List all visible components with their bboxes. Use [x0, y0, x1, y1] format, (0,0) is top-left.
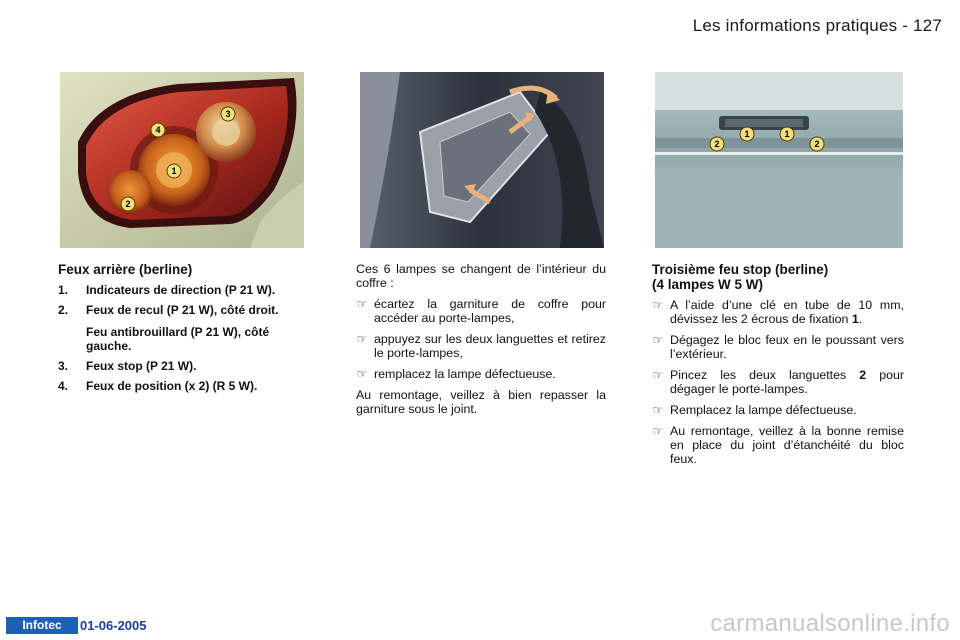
pointing-hand-icon: ☞ [652, 333, 664, 347]
callout-1-left: 1 [744, 129, 750, 139]
callout-4: 4 [155, 125, 161, 135]
list-item: ☞ Dégagez le bloc feux en le poussant vers l’extérieur. [652, 333, 904, 361]
callout-1: 1 [171, 166, 177, 176]
intro-text: Ces 6 lampes se changent de l’intérieur du coffre : [356, 262, 606, 290]
list-item: ☞ Au remontage, veillez à la bonne remise en place du joint d’étanchéité du bloc feux. [652, 424, 904, 466]
list-item: ☞ A l’aide d’une clé en tube de 10 mm, dévissez les 2 écrous de fixation 1. [652, 298, 904, 326]
outro-text: Au remontage, veillez à bien repasser la garniture sous le joint. [356, 388, 606, 416]
rear-lamp-figure [60, 72, 304, 248]
third-brake-light-figure [655, 72, 903, 248]
section-title-third-brake-light: Troisième feu stop (berline) (4 lampes W 5 W) [652, 262, 829, 292]
trunk-interior-figure [360, 72, 604, 248]
procedure-list [652, 298, 904, 466]
footer-date: 01-06-2005 [80, 618, 147, 633]
third-brake-light-section [652, 262, 904, 473]
pointing-hand-icon: ☞ [356, 297, 368, 311]
infotec-logo: Infotec [6, 617, 78, 634]
list-item: ☞ Remplacez la lampe défectueuse. [652, 403, 857, 417]
list-item: ☞ appuyez sur les deux languettes et retirez le porte-lampes, [356, 332, 606, 360]
list-item: 3. Feux stop (P 21 W). [58, 359, 197, 373]
pointing-hand-icon: ☞ [652, 403, 664, 417]
pointing-hand-icon: ☞ [356, 367, 368, 381]
callout-2: 2 [125, 199, 131, 209]
list-item: 2. Feux de recul (P 21 W), côté droit. Feu antibrouillard (P 21 W), côté gauche. [58, 303, 279, 353]
procedure-list [356, 297, 606, 381]
trunk-procedure-section [356, 262, 606, 423]
callout-1-right: 1 [784, 129, 790, 139]
watermark: carmanualsonline.info [710, 610, 950, 637]
list-item: 1. Indicateurs de direction (P 21 W). [58, 283, 276, 297]
rear-lights-section [58, 262, 310, 399]
bulb-list [58, 283, 310, 393]
callout-2-left: 2 [714, 139, 720, 149]
list-item: 4. Feux de position (x 2) (R 5 W). [58, 379, 258, 393]
list-item: ☞ Pincez les deux languettes 2 pour dégager le porte-lampes. [652, 368, 904, 396]
list-item: ☞ remplacez la lampe défectueuse. [356, 367, 556, 381]
pointing-hand-icon: ☞ [652, 368, 664, 382]
pointing-hand-icon: ☞ [652, 424, 664, 438]
list-item: ☞ écartez la garniture de coffre pour accéder au porte-lampes, [356, 297, 606, 325]
pointing-hand-icon: ☞ [652, 298, 664, 312]
page-header: Les informations pratiques - 127 [692, 16, 942, 35]
callout-3: 3 [225, 109, 231, 119]
callout-2-right: 2 [814, 139, 820, 149]
section-title-rear-lights: Feux arrière (berline) [58, 262, 193, 277]
pointing-hand-icon: ☞ [356, 332, 368, 346]
